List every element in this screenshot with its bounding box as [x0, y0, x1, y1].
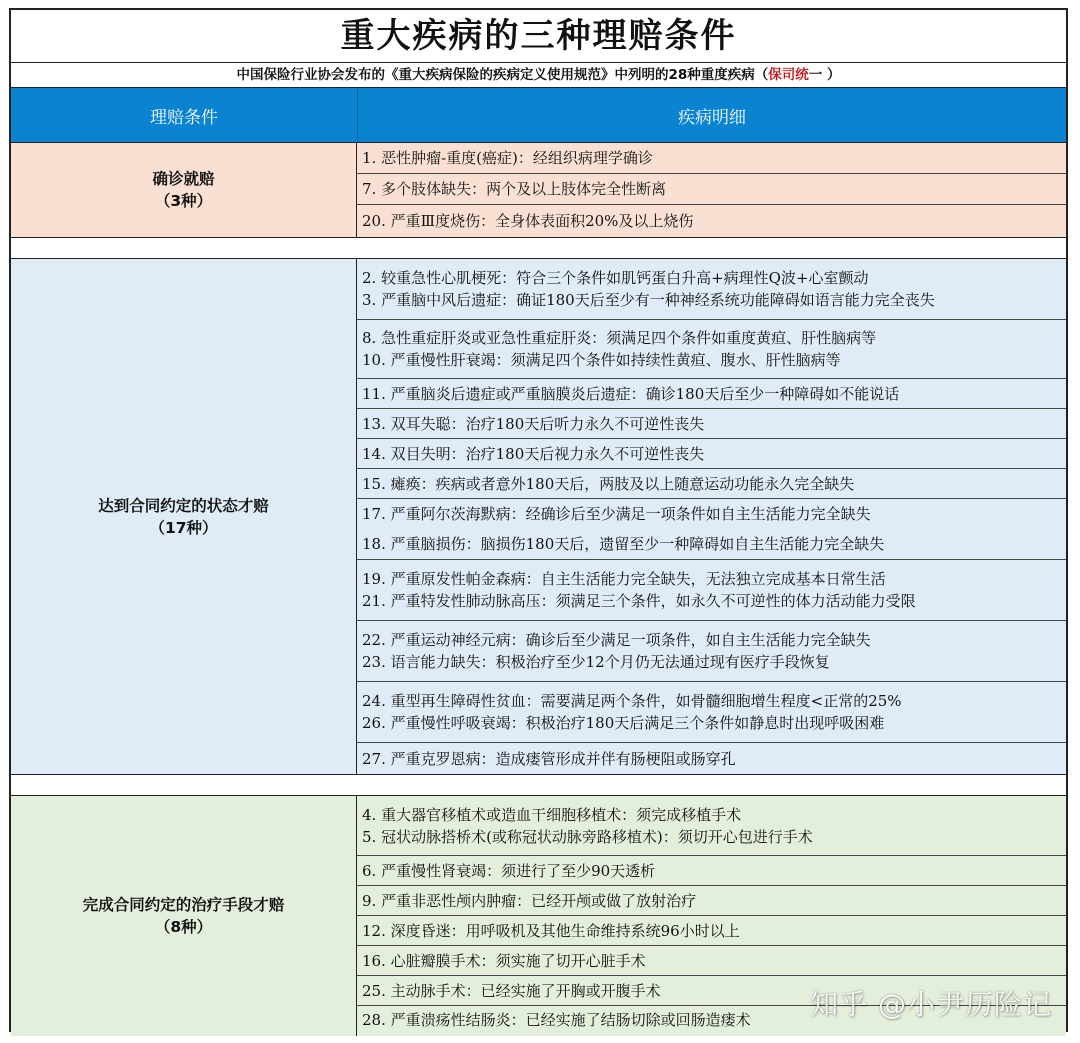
disease-text: 19. 严重原发性帕金森病：自主生活能力完全缺失，无法独立完成基本日常生活 — [362, 570, 886, 588]
watermark: 知乎 @小尹历险记 — [810, 988, 1052, 1021]
disease-text: 13. 双耳失聪：治疗180天后听力永久不可逆性丧失 — [362, 414, 705, 433]
category-cell — [11, 259, 357, 774]
disease-text: 1. 恶性肿瘤-重度(癌症)：经组织病理学确诊 — [362, 149, 653, 167]
section-state — [11, 259, 1066, 775]
disease-text: 2. 较重急性心肌梗死：符合三个条件如肌钙蛋白升高+病理性Q波+心室颤动 — [362, 269, 869, 287]
table-header — [11, 88, 1066, 143]
disease-row — [357, 682, 1066, 743]
disease-row — [357, 560, 1066, 621]
disease-row — [357, 259, 1066, 320]
disease-text: 18. 严重脑损伤：脑损伤180天后，遗留至少一种障碍如自主生活能力完全缺失 — [362, 535, 885, 553]
disease-text: 24. 重型再生障碍性贫血：需要满足两个条件，如骨髓细胞增生程度<正常的25% — [362, 692, 902, 710]
disease-text: 20. 严重Ⅲ度烧伤：全身体表面积20%及以上烧伤 — [362, 212, 694, 230]
disease-row — [357, 743, 1066, 774]
subtitle-suffix: 一 ） — [808, 67, 841, 83]
category-cell — [11, 143, 357, 237]
disease-text: 10. 严重慢性肝衰竭：须满足四个条件如持续性黄疸、腹水、肝性脑病等 — [362, 351, 841, 369]
category-label: 确诊就赔 — [152, 170, 215, 188]
disease-text: 16. 心脏瓣膜手术：须实施了切开心脏手术 — [362, 951, 646, 970]
disease-row — [357, 886, 1066, 916]
disease-text: 6. 严重慢性肾衰竭：须进行了至少90天透析 — [362, 861, 656, 880]
category-count: （17种） — [149, 518, 218, 537]
disease-row — [357, 796, 1066, 856]
header-disease-detail: 疾病明细 — [678, 107, 746, 128]
disease-row — [357, 621, 1066, 682]
disease-text: 3. 严重脑中风后遗症：确证180天后至少有一种神经系统功能障碍如语言能力完全丧失 — [362, 291, 935, 309]
disease-text: 17. 严重阿尔茨海默病：经确诊后至少满足一项条件如自主生活能力完全缺失 — [362, 505, 871, 523]
section-spacer — [11, 775, 1066, 796]
disease-row — [357, 439, 1066, 469]
section-diagnosis — [11, 143, 1066, 238]
disease-text: 21. 严重特发性肺动脉高压：须满足三个条件，如永久不可逆性的体力活动能力受限 — [362, 592, 916, 610]
disease-text: 12. 深度昏迷：用呼吸机及其他生命维持系统96小时以上 — [362, 921, 740, 940]
subtitle-highlight: 保司统 — [768, 67, 809, 83]
disease-text: 27. 严重克罗恩病：造成瘘管形成并伴有肠梗阻或肠穿孔 — [362, 749, 736, 768]
disease-text: 23. 语言能力缺失：积极治疗至少12个月仍无法通过现有医疗手段恢复 — [362, 653, 830, 671]
category-label: 完成合同约定的治疗手段才赔 — [82, 896, 285, 914]
disease-text: 5. 冠状动脉搭桥术(或称冠状动脉旁路移植术)：须切开心包进行手术 — [362, 827, 813, 846]
disease-row — [357, 409, 1066, 439]
disease-text: 28. 严重溃疡性结肠炎：已经实施了结肠切除或回肠造瘘术 — [362, 1011, 751, 1029]
disease-row — [357, 946, 1066, 976]
disease-text: 22. 严重运动神经元病：确诊后至少满足一项条件，如自主生活能力完全缺失 — [362, 631, 871, 649]
disease-row — [357, 469, 1066, 499]
disease-text: 8. 急性重症肝炎或亚急性重症肝炎：须满足四个条件如重度黄疸、肝性脑病等 — [362, 329, 877, 347]
disease-text: 4. 重大器官移植术或造血干细胞移植术：须完成移植手术 — [362, 805, 742, 824]
disease-text: 7. 多个肢体缺失：两个及以上肢体完全性断离 — [362, 180, 667, 198]
disease-text: 11. 严重脑炎后遗症或严重脑膜炎后遗症：确诊180天后至少一种障碍如不能说话 — [362, 384, 900, 403]
page-title: 重大疾病的三种理赔条件 — [11, 10, 1066, 63]
disease-text: 14. 双目失明：治疗180天后视力永久不可逆性丧失 — [362, 444, 705, 463]
subtitle — [11, 63, 1066, 88]
category-count: （8种） — [154, 918, 213, 936]
disease-row — [357, 320, 1066, 379]
disease-row — [357, 205, 1066, 237]
disease-text: 25. 主动脉手术：已经实施了开胸或开腹手术 — [362, 981, 661, 1000]
header-claim-condition: 理赔条件 — [11, 88, 358, 142]
section-spacer — [11, 238, 1066, 259]
disease-row — [357, 174, 1066, 205]
disease-row — [357, 379, 1066, 409]
claim-conditions-table — [9, 8, 1068, 1032]
category-count: （3种） — [154, 192, 213, 210]
subtitle-prefix: 中国保险行业协会发布的《重大疾病保险的疾病定义使用规范》中列明的28种重度疾病（ — [236, 67, 769, 83]
category-cell — [11, 796, 357, 1036]
disease-row — [357, 856, 1066, 886]
category-label: 达到合同约定的状态才赔 — [98, 496, 269, 515]
disease-row — [357, 916, 1066, 946]
disease-text: 15. 瘫痪：疾病或者意外180天后，两肢及以上随意运动功能永久完全缺失 — [362, 474, 855, 493]
disease-text: 26. 严重慢性呼吸衰竭：积极治疗180天后满足三个条件如静息时出现呼吸困难 — [362, 714, 885, 732]
disease-row — [357, 499, 1066, 560]
disease-row — [357, 143, 1066, 174]
disease-text: 9. 严重非恶性颅内肿瘤：已经开颅或做了放射治疗 — [362, 891, 697, 910]
